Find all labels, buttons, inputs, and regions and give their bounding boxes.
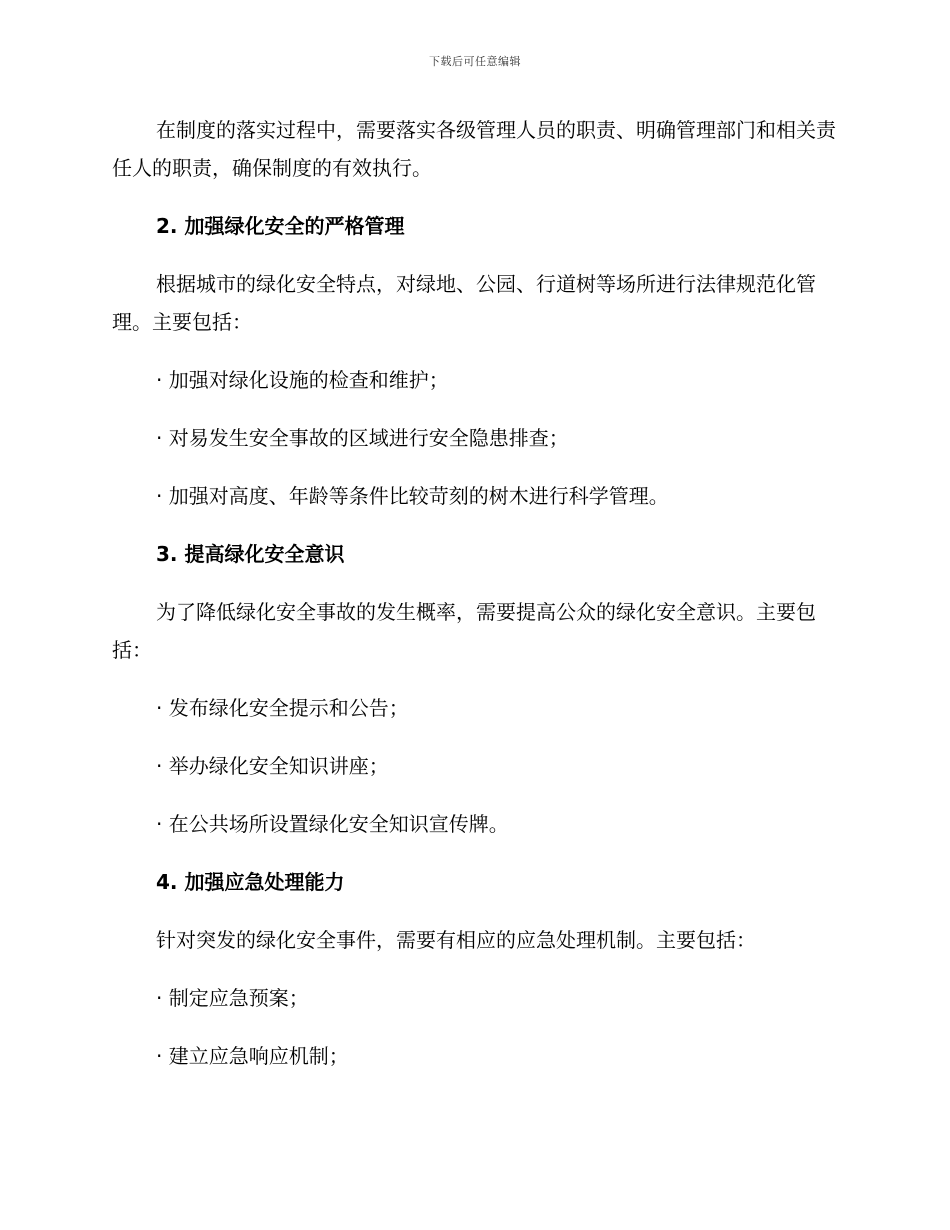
section-4-paragraph: 针对突发的绿化安全事件，需要有相应的应急处理机制。主要包括：	[156, 928, 756, 952]
intro-paragraph: 在制度的落实过程中，需要落实各级管理人员的职责、明确管理部门和相关责任人的职责，确保制度的有效执行。	[112, 118, 836, 180]
section-2-bullet: · 加强对绿化设施的检查和维护；	[156, 368, 449, 392]
section-2-bullet: · 加强对高度、年龄等条件比较苛刻的树木进行科学管理。	[156, 484, 669, 508]
section-3-heading: 3. 提高绿化安全意识	[156, 542, 345, 566]
page-header: 下载后可任意编辑	[429, 55, 521, 68]
section-3-bullet: · 举办绿化安全知识讲座；	[156, 754, 389, 778]
section-3-bullet: · 在公共场所设置绿化安全知识宣传牌。	[156, 812, 509, 836]
section-2-bullet: · 对易发生安全事故的区域进行安全隐患排查；	[156, 426, 569, 450]
section-4-bullet: · 制定应急预案；	[156, 986, 309, 1010]
section-3-paragraph: 为了降低绿化安全事故的发生概率，需要提高公众的绿化安全意识。主要包括：	[112, 600, 816, 662]
section-4-bullet: · 建立应急响应机制；	[156, 1044, 349, 1068]
section-3-bullet: · 发布绿化安全提示和公告；	[156, 696, 409, 720]
section-2-heading: 2. 加强绿化安全的严格管理	[156, 214, 405, 238]
section-2-paragraph: 根据城市的绿化安全特点，对绿地、公园、行道树等场所进行法律规范化管理。主要包括：	[112, 272, 816, 334]
document-body	[112, 111, 836, 1075]
section-4-heading: 4. 加强应急处理能力	[156, 870, 345, 894]
